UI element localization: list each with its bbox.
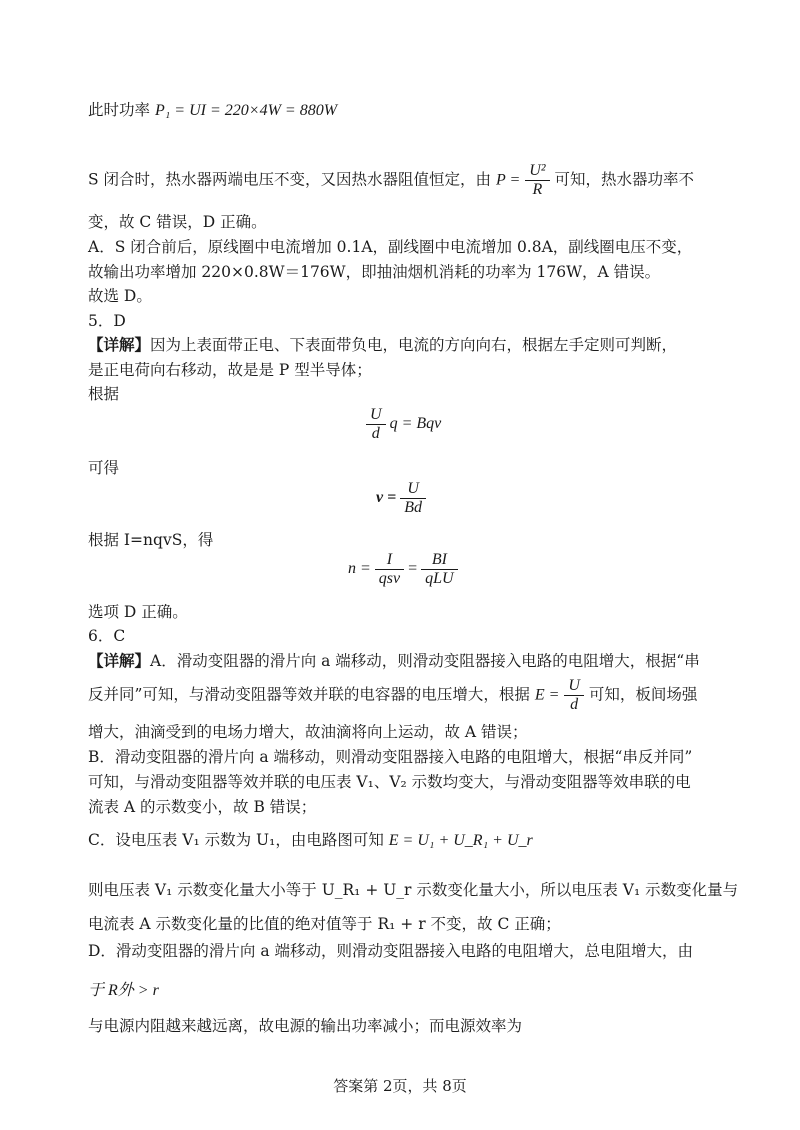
text-line: 根据 I=nqvS，得 (88, 531, 214, 549)
equation-3 (348, 551, 458, 588)
question-number: 6．C (88, 627, 126, 645)
numerator: U² (529, 162, 546, 179)
text: 可知，热水器功率不 (554, 170, 695, 189)
equation-rest: q = Bqv (389, 415, 442, 433)
page-footer: 答案第 2页，共 8页 (333, 1077, 467, 1095)
fraction (525, 162, 549, 199)
denominator: R (525, 180, 549, 199)
text: C．设电压表 V₁ 示数为 U₁，由电路图可知 (88, 831, 384, 849)
text: 此时功率 (88, 101, 151, 119)
text-line: D．滑动变阻器的滑片向 a 端移动，则滑动变阻器接入电路的电阻增大，总电阻增大，由 (88, 942, 694, 960)
denominator: d (564, 695, 584, 714)
question-number: 5．D (88, 312, 126, 330)
text-line: 可知，与滑动变阻器等效并联的电压表 V₁、V₂ 示数均变大，与滑动变阻器等效串联的电 (88, 773, 691, 791)
numerator: U (407, 480, 419, 497)
fraction (400, 480, 426, 517)
equation: P₁ = UI = 220×4W = 880W (154, 102, 338, 119)
numerator: U (568, 677, 580, 694)
numerator: I (386, 551, 393, 568)
denominator: qsv (375, 569, 404, 588)
s-closed-line (88, 162, 728, 199)
text: 因为上表面带正电、下表面带负电，电流的方向向右，根据左手定则可判断， (150, 336, 678, 354)
fraction (564, 677, 584, 714)
equation: E = (534, 686, 560, 704)
fraction (375, 551, 404, 588)
equation-1 (366, 406, 441, 443)
text-line: 变，故 C 错误，D 正确。 (88, 213, 267, 231)
equation: E = U₁ + U_R₁ + U_r (388, 832, 533, 849)
text-line: 是正电荷向右移动，故是是 P 型半导体； (88, 361, 372, 379)
text: S 闭合时，热水器两端电压不变，又因热水器阻值恒定，由 (88, 170, 492, 189)
power-line (88, 100, 728, 121)
text-line: 增大，油滴受到的电场力增大，故油滴将向上运动，故 A 错误； (88, 723, 528, 741)
circuit-line (88, 830, 728, 851)
text-line: 选项 D 正确。 (88, 603, 188, 621)
fraction (366, 406, 386, 443)
equals: = (408, 560, 418, 578)
text-line: 故选 D。 (88, 287, 152, 305)
detail-tag: 【详解】 (88, 651, 151, 670)
denominator: d (366, 424, 386, 443)
numerator: U (370, 406, 382, 423)
fraction (421, 551, 457, 588)
numerator: BI (431, 551, 447, 568)
text: 反并同”可知，与滑动变阻器等效并联的电容器的电压增大，根据 (88, 685, 530, 704)
equation-lhs: n = (348, 560, 371, 578)
equation: P = (496, 171, 521, 189)
text-line: 根据 (88, 385, 120, 403)
explanation-line (88, 335, 728, 355)
text-line: 与电源内阻越来越远离，故电源的输出功率减小；而电源效率为 (88, 1017, 523, 1035)
text: A．滑动变阻器的滑片向 a 端移动，则滑动变阻器接入电路的电阻增大，根据“串 (150, 652, 700, 670)
text-line: A．S 闭合前后，原线圈中电流增加 0.1A，副线圈中电流增加 0.8A，副线圈电压不变， (88, 238, 693, 256)
explanation-line (88, 651, 728, 671)
detail-tag: 【详解】 (88, 335, 151, 354)
text-line: 故输出功率增加 220×0.8W＝176W，即抽油烟机消耗的功率为 176W，A 错误。 (88, 263, 661, 281)
text: 可知，板间场强 (588, 685, 698, 704)
denominator: qLU (421, 569, 457, 588)
text-line: 电流表 A 示数变化量的比值的绝对值等于 R₁ + r 不变，故 C 正确； (88, 915, 561, 933)
text-line: 于 R外 > r (88, 982, 159, 999)
equation-lhs: v = (376, 489, 397, 507)
field-strength-line (88, 677, 728, 714)
denominator: Bd (400, 498, 426, 517)
text-line: 则电压表 V₁ 示数变化量大小等于 U_R₁ + U_r 示数变化量大小，所以电压表 V₁ 示数变化量与 (88, 881, 739, 899)
equation-2 (376, 480, 426, 517)
text-line: B．滑动变阻器的滑片向 a 端移动，则滑动变阻器接入电路的电阻增大，根据“串反并同” (88, 748, 693, 766)
text-line: 流表 A 的示数变小，故 B 错误； (88, 798, 317, 816)
text-line: 可得 (88, 459, 120, 477)
